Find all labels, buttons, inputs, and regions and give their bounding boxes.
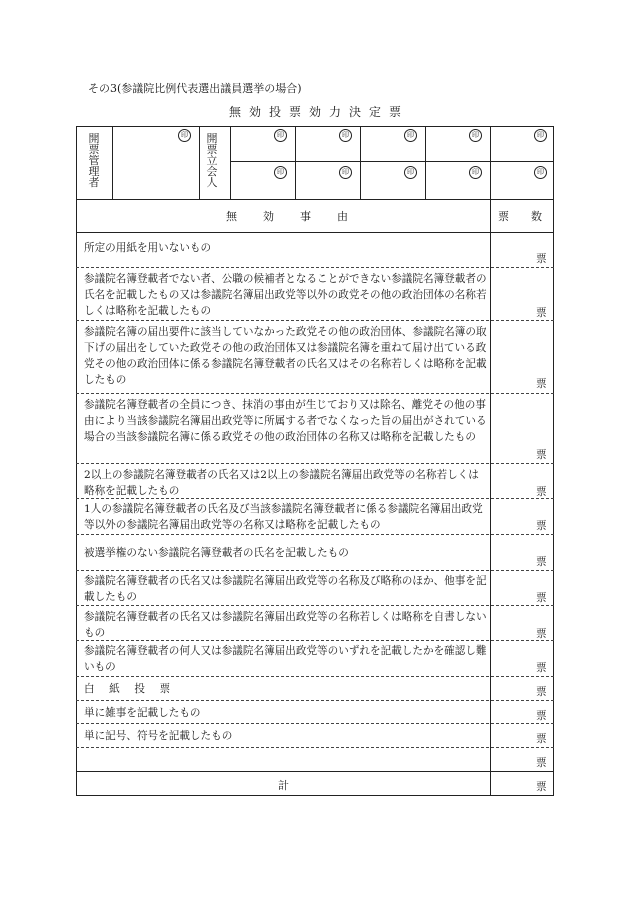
seal-icon: 印 <box>534 166 547 179</box>
vote-unit: 票 <box>536 757 547 769</box>
witness-label: 開票立会人 <box>206 132 218 189</box>
row-divider <box>76 534 554 535</box>
vote-unit: 票 <box>536 733 547 745</box>
row-divider <box>76 393 554 394</box>
seal-icon: 印 <box>469 166 482 179</box>
divider <box>199 126 200 199</box>
reason-row: 参議院名簿登載者の何人又は参議院名簿届出政党等のいずれを記載したかを確認し難いもの <box>84 645 487 673</box>
reason-row: 単に記号、符号を記載したもの <box>84 730 233 742</box>
reason-row: 2以上の参議院名簿登載者の氏名又は2以上の参議院名簿届出政党等の名称若しくは略称を記載したもの <box>84 469 479 497</box>
vote-unit: 票 <box>536 710 547 722</box>
divider <box>295 126 296 199</box>
divider <box>490 126 491 199</box>
seal-icon: 印 <box>404 129 417 142</box>
vote-unit: 票 <box>536 520 547 532</box>
divider <box>76 771 554 772</box>
form-title: 無効投票効力決定票 <box>228 105 409 119</box>
total-label: 計 <box>278 779 289 792</box>
vote-unit: 票 <box>536 486 547 498</box>
reason-row: 参議院名簿の届出要件に該当していなかった政党その他の政治団体、参議院名簿の取下げの届出をしていた政党その他の政治団体又は参議院名簿を重ねて届け出ている政党その他の政治団体に係る参議院名簿登載者の氏名又はその名称若しくは略称を記載したもの <box>84 326 487 386</box>
divider <box>230 161 554 162</box>
vote-unit: 票 <box>536 556 547 568</box>
count-header: 票 数 <box>498 210 542 223</box>
divider <box>76 232 554 233</box>
reason-row: 単に雑事を記載したもの <box>84 707 201 719</box>
seal-icon: 印 <box>274 129 287 142</box>
row-divider <box>76 723 554 724</box>
row-divider <box>76 676 554 677</box>
reason-row: 参議院名簿登載者の氏名又は参議院名簿届出政党等の名称及び略称のほか、他事を記載したもの <box>84 575 487 603</box>
reason-row: 参議院名簿登載者でない者、公職の候補者となることができない参議院名簿登載者の氏名を記載したもの又は参議院名簿届出政党等以外の政党その他の政治団体の名称若しくは略称を記載したもの <box>84 273 487 317</box>
reason-row: 所定の用紙を用いないもの <box>84 242 212 254</box>
reason-header: 無効事由 <box>226 210 374 223</box>
seal-icon: 印 <box>339 129 352 142</box>
vote-unit: 票 <box>536 628 547 640</box>
divider <box>360 126 361 199</box>
seal-icon: 印 <box>404 166 417 179</box>
seal-icon: 印 <box>274 166 287 179</box>
vote-unit: 票 <box>536 378 547 390</box>
form-subtitle: その3(参議院比例代表選出議員選挙の場合) <box>88 82 302 95</box>
reason-row: 1人の参議院名簿登載者の氏名及び当該参議院名簿登載者に係る参議院名簿届出政党等以外の参議院名簿届出政党等の名称又は略称を記載したもの <box>84 503 483 531</box>
row-divider <box>76 605 554 606</box>
reason-row: 白 紙 投 票 <box>84 683 173 695</box>
vote-unit: 票 <box>536 686 547 698</box>
row-divider <box>76 463 554 464</box>
vote-unit: 票 <box>536 662 547 674</box>
row-divider <box>76 640 554 641</box>
seal-icon: 印 <box>534 129 547 142</box>
divider <box>112 126 113 199</box>
seal-icon: 印 <box>339 166 352 179</box>
seal-icon: 印 <box>178 129 191 142</box>
vote-unit: 票 <box>536 781 547 793</box>
row-divider <box>76 747 554 748</box>
divider <box>425 126 426 199</box>
divider <box>230 126 231 199</box>
row-divider <box>76 267 554 268</box>
reason-row: 参議院名簿登載者の全員につき、抹消の事由が生じており又は除名、離党その他の事由により当該参議院名簿届出政党等に所属する者でなくなった旨の届出がされている場合の当該参議院名簿に係る政党その他の政治団体の名称又は略称を記載したもの <box>84 399 487 443</box>
seal-icon: 印 <box>469 129 482 142</box>
row-divider <box>76 498 554 499</box>
vote-unit: 票 <box>536 592 547 604</box>
vote-unit: 票 <box>536 253 547 265</box>
divider <box>76 199 554 200</box>
row-divider <box>76 570 554 571</box>
manager-label: 開票管理者 <box>88 132 100 189</box>
row-divider <box>76 700 554 701</box>
vote-unit: 票 <box>536 449 547 461</box>
reason-row: 被選挙権のない参議院名簿登載者の氏名を記載したもの <box>84 547 349 559</box>
reason-row: 参議院名簿登載者の氏名又は参議院名簿届出政党等の名称若しくは略称を自書しないもの <box>84 611 487 639</box>
row-divider <box>76 320 554 321</box>
vote-unit: 票 <box>536 307 547 319</box>
